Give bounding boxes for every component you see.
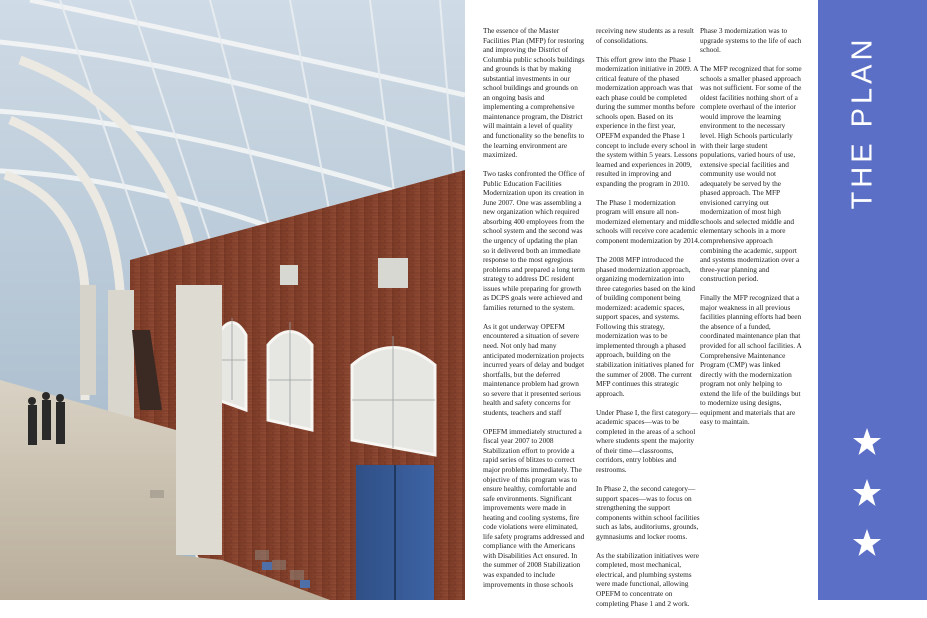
paragraph: Two tasks confronted the Office of Public Education Facilities Modernization upon its creation in June 2007. One was assembling a new organization which required absorbing 400 employees from the school system and the second was the urgency of updating the plan so it delivered both an immediate response to the most egregious problems and prepared a long term strategy to address DC resident issues while preparing for growth as DCPS goals were achieved and families returned to the system. xyxy=(483,169,585,312)
paragraph: Under Phase I, the first category—academic spaces—was to be completed in the areas of a school where students spent the majority of their time—classrooms, corridors, entry lobbies and restrooms. xyxy=(596,407,698,474)
paragraph: Phase 3 modernization was to upgrade systems to the life of each school. xyxy=(700,26,802,55)
text-column-1 xyxy=(483,26,585,599)
paragraph: This effort grew into the Phase 1 modernization initiative in 2009. A critical feature of the phased modernization approach was that each phase could be completed during the summer months before schools open. Based on its experience in the first year, OPEFM expanded the Phase 1 concept to include every school in the system within 5 years. Lessons learned and experiences in 2009, resulted in improving and expanding the program in 2010. xyxy=(596,54,698,188)
section-band xyxy=(818,0,927,600)
atrium-photo xyxy=(0,0,465,600)
section-title-text: THE PLAN xyxy=(846,35,879,209)
section-title xyxy=(833,12,893,232)
star-icon xyxy=(852,478,882,508)
paragraph: OPEFM immediately structured a fiscal year 2007 to 2008 Stabilization effort to provide a rapid series of blitzes to correct major problems immediately. The objective of this program was to ensure healthy, comfortable and safe environments. Significant improvements were made in heating and cooling systems, fire code violations were eliminated, life safety programs addressed and compliance with the Americans with Disabilities Act ensured. In the summer of 2008 Stabilization was expanded to include improvements in those schools xyxy=(483,426,585,589)
paragraph: The Phase 1 modernization program will ensure all non-modernized elementary and middle schools will receive core academic component modernization by 2014. xyxy=(596,197,700,245)
paragraph: As the stabilization initiatives were completed, most mechanical, electrical, and plumbing systems were made functional, allowing OPEFM to concentrate on completing Phase 1 and 2 work. xyxy=(596,550,699,608)
paragraph: As it got underway OPEFM encountered a situation of severe need. Not only had many anticipated modernization projects incurred years of delay and budget shortfalls, but the deferred maintenance problem had grown so severe that it presented serious health and safety concerns for students, teachers and staff xyxy=(483,321,585,417)
paragraph: receiving new students as a result of consolidations. xyxy=(596,26,694,45)
star-icon xyxy=(852,427,882,457)
paragraph: In Phase 2, the second category—support spaces—was to focus on strengthening the support components within school facilities such as labs, auditoriums, grounds, gymnasiums and locker rooms. xyxy=(596,484,700,541)
star-icon xyxy=(852,528,882,558)
text-column-3 xyxy=(700,26,803,436)
paragraph: Finally the MFP recognized that a major weakness in all previous facilities planning efforts had been the absence of a funded, coordinated maintenance plan that provided for all school facilities. A Comprehensive Maintenance Program (CMP) was linked directly with the modernization program not only helping to extend the life of the buildings but to modernize using designs, equipment and materials that are easy to maintain. xyxy=(700,293,802,427)
text-column-2 xyxy=(596,26,700,618)
paragraph: The 2008 MFP introduced the phased modernization approach, organizing modernization into three categories based on the kind of building component being modernized: academic spaces, support spaces, and systems. Following this strategy, modernization was to be implemented through a phased approach, building on the stabilization initiatives planed for the summer of 2008. The current MFP continues this strategic approach. xyxy=(596,254,696,398)
paragraph: The essence of the Master Facilities Plan (MFP) for restoring and improving the District of Columbia public schools buildings and grounds is that by making substantial investments in our school buildings and grounds on an ongoing basis and implementing a comprehensive maintenance program, the District will maintain a level of quality and functionality so the benefits to the learning environment are maximized. xyxy=(483,26,585,160)
paragraph: The MFP recognized that for some schools a smaller phased approach was not sufficient. For some of the oldest facilities nothing short of a complete overhaul of the interior would improve the learning environment to the necessary level. High Schools particularly with their large student populations, varied hours of use, extensive special facilities and community use would not adequately be served by the phased approach. The MFP envisioned carrying out modernization of most high schools and selected middle and elementary schools in a more comprehensive approach combining the academic, support and systems modernization over a three-year planning and construction period. xyxy=(700,64,802,284)
